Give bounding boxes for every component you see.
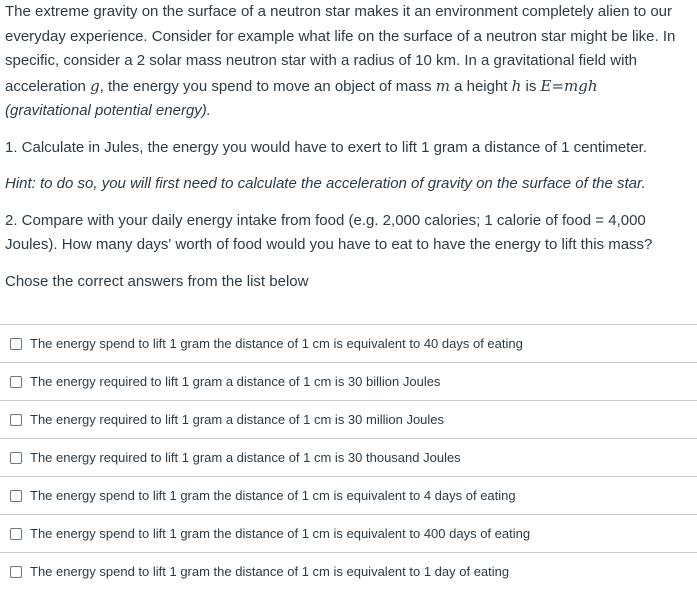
answer-option[interactable] bbox=[0, 439, 697, 477]
answer-option[interactable] bbox=[0, 515, 697, 553]
intro-text-5: (gravitational potential energy). bbox=[5, 102, 211, 119]
checkbox-icon[interactable] bbox=[10, 528, 22, 540]
question-hint: Hint: to do so, you will first need to calculate the acceleration of gravity on the surface of the star. bbox=[5, 175, 646, 192]
answer-label[interactable]: The energy spend to lift 1 gram the distance of 1 cm is equivalent to 1 day of eating bbox=[30, 564, 510, 579]
checkbox-icon[interactable] bbox=[10, 414, 22, 426]
answer-label[interactable]: The energy required to lift 1 gram a distance of 1 cm is 30 billion Joules bbox=[30, 374, 441, 389]
question-part-1: 1. Calculate in Jules, the energy you would have to exert to lift 1 gram a distance of 1 centimeter. bbox=[5, 138, 648, 156]
checkbox-icon[interactable] bbox=[10, 338, 22, 350]
answer-option[interactable] bbox=[0, 363, 697, 401]
checkbox-icon[interactable] bbox=[10, 452, 22, 464]
variable-h: h bbox=[511, 76, 522, 95]
intro-text-1: The extreme gravity on the surface of a neutron star makes it an environment completely alien to our everyday experience. Consider for example what life on the surface of a neutron star might be like. In specific, consider a 2 solar mass neutron star with a radius of 10 km. In a gravitational field with acceleration bbox=[5, 3, 676, 95]
answer-label[interactable]: The energy spend to lift 1 gram the distance of 1 cm is equivalent to 4 days of eating bbox=[30, 488, 516, 503]
answer-option[interactable] bbox=[0, 325, 697, 363]
answer-option[interactable] bbox=[0, 553, 697, 590]
intro-text-2: , the energy you spend to move an object of mass bbox=[99, 77, 436, 95]
answer-option[interactable] bbox=[0, 401, 697, 439]
answer-list bbox=[0, 324, 697, 590]
question-text bbox=[5, 0, 697, 294]
answer-label[interactable]: The energy spend to lift 1 gram the distance of 1 cm is equivalent to 40 days of eating bbox=[30, 336, 523, 351]
variable-g: g bbox=[90, 76, 100, 95]
answer-label[interactable]: The energy required to lift 1 gram a distance of 1 cm is 30 thousand Joules bbox=[30, 450, 461, 465]
energy-formula: E=mgh bbox=[540, 76, 598, 95]
checkbox-icon[interactable] bbox=[10, 490, 22, 502]
checkbox-icon[interactable] bbox=[10, 566, 22, 578]
intro-text-3: a height bbox=[449, 77, 512, 95]
intro-text-4: is bbox=[521, 77, 541, 95]
answer-label[interactable]: The energy required to lift 1 gram a distance of 1 cm is 30 million Joules bbox=[30, 412, 445, 427]
answer-label[interactable]: The energy spend to lift 1 gram the distance of 1 cm is equivalent to 400 days of eating bbox=[30, 526, 531, 541]
question-intro bbox=[5, 0, 697, 124]
answer-option[interactable] bbox=[0, 477, 697, 515]
question-part-2: 2. Compare with your daily energy intake from food (e.g. 2,000 calories; 1 calorie of food = 4,000 Joules). How many days' worth of food would you have to eat to have the energy to lift this mass? bbox=[5, 211, 653, 253]
checkbox-icon[interactable] bbox=[10, 376, 22, 388]
answer-instruction: Chose the correct answers from the list below bbox=[5, 272, 309, 290]
variable-m: m bbox=[435, 76, 450, 95]
